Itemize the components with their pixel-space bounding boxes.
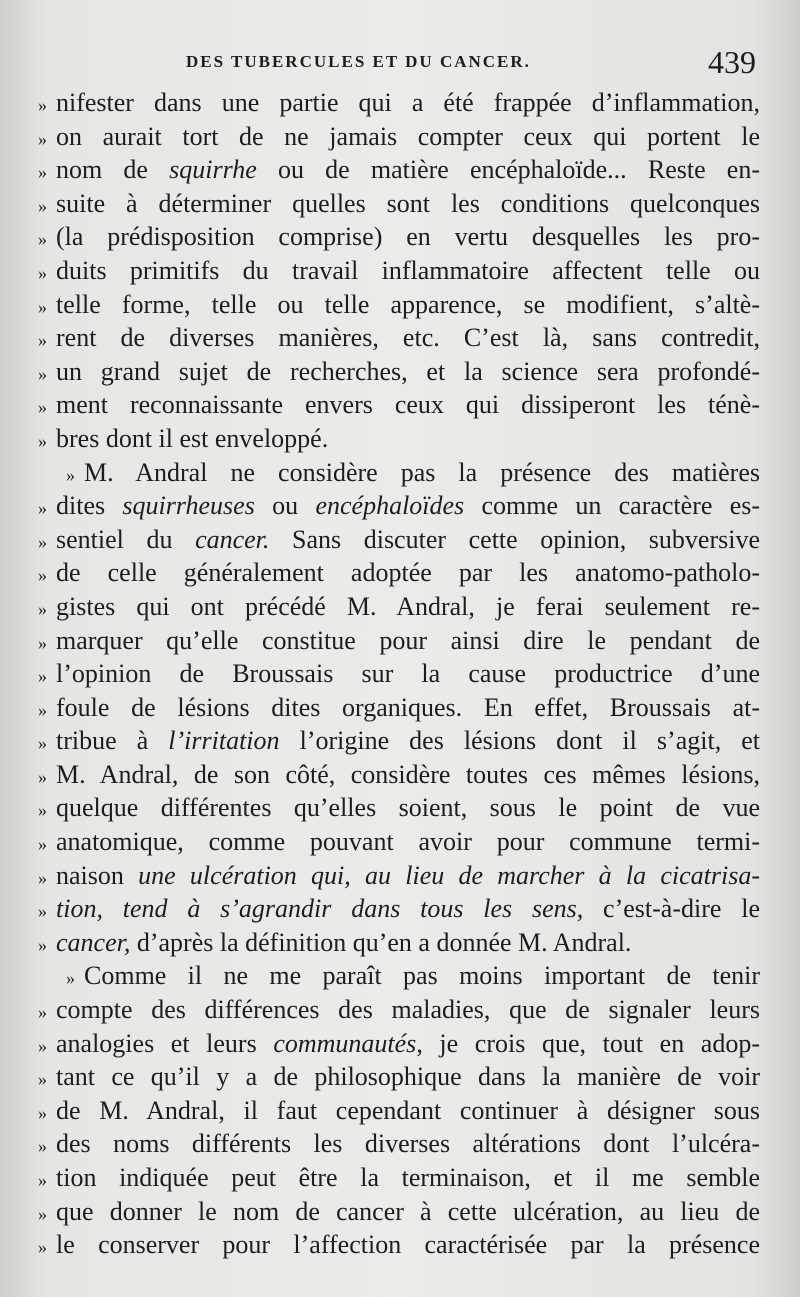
text-line [38, 120, 760, 154]
text-segment: rent de diverses manières, etc. C’est là, sans contredit, [56, 323, 760, 353]
quote-mark: » [38, 162, 47, 183]
text-segment: naison [56, 860, 139, 890]
quote-mark: » [38, 1035, 47, 1056]
text-line [38, 1228, 760, 1262]
text-segment: gistes qui ont précédé M. Andral, je ferai seulement re- [56, 591, 760, 621]
text-line [38, 590, 760, 624]
text-segment: l’origine des lésions dont il s’agit, et [279, 726, 761, 756]
text-segment: Comme il ne me paraît pas moins important de tenir [84, 961, 760, 991]
quote-mark: » [38, 1136, 47, 1157]
quote-mark: » [38, 296, 47, 317]
quote-mark: » [38, 1002, 47, 1023]
quote-mark: » [38, 397, 47, 418]
italic-text: encéphaloïdes [315, 491, 465, 521]
text-segment: le conserver pour l’affection caractérisée par la présence [56, 1230, 760, 1260]
text-segment: des noms différents les diverses altérations dont l’ulcéra- [56, 1129, 760, 1159]
text-segment: nifester dans une partie qui a été frappée d’inflammation, [56, 88, 760, 117]
quote-mark: » [38, 867, 47, 888]
text-line [38, 321, 760, 355]
quote-mark: » [38, 1102, 47, 1123]
text-segment: quelque différentes qu’elles soient, sous le point de vue [56, 793, 760, 823]
quote-mark: » [38, 598, 47, 619]
text-line [38, 220, 760, 254]
quote-mark: » [38, 363, 47, 384]
italic-text: communautés [273, 1028, 417, 1058]
text-line [38, 556, 760, 590]
quote-mark: » [38, 95, 47, 115]
text-line [38, 1161, 760, 1195]
text-line [38, 892, 760, 926]
text-line [38, 859, 760, 893]
text-line [38, 254, 760, 288]
text-segment: tion indiquée peut être la terminaison, et il me semble [56, 1163, 760, 1192]
quote-mark: » [38, 128, 47, 149]
quote-mark: » [38, 1069, 47, 1090]
quote-mark: » [38, 531, 47, 552]
quote-mark: » [38, 632, 47, 653]
quote-mark: » [38, 1170, 47, 1190]
text-segment: de celle généralement adoptée par les anatomo-patholo- [56, 558, 760, 588]
text-segment: analogies et leurs [56, 1028, 274, 1058]
quote-mark: » [38, 666, 47, 687]
text-line [38, 1027, 760, 1061]
text-line [38, 825, 760, 859]
quote-mark: » [38, 262, 47, 283]
text-segment: sentiel du [56, 524, 196, 554]
text-line [38, 657, 760, 691]
quote-mark: » [38, 901, 47, 922]
text-segment: suite à déterminer quelles sont les conditions quelconques [56, 188, 760, 218]
quote-mark: » [38, 733, 47, 754]
text-line [38, 355, 760, 389]
italic-text: squirrhe [169, 155, 257, 185]
text-segment: Sans discuter cette opinion, subversive [269, 524, 761, 554]
text-line [38, 724, 760, 758]
text-segment: compte des différences des maladies, que de signaler leurs [56, 995, 760, 1025]
text-line [38, 187, 760, 221]
text-line [38, 86, 760, 120]
text-line [38, 456, 760, 490]
text-segment: marquer qu’elle constitue pour ainsi dire le pendant de [56, 625, 760, 655]
quote-mark: » [38, 498, 47, 519]
text-segment: un grand sujet de recherches, et la science sera profondé- [56, 356, 760, 386]
text-line [38, 1127, 760, 1161]
text-segment: M. Andral, de son côté, considère toutes ces mêmes lésions, [56, 759, 760, 789]
text-line [38, 758, 760, 792]
text-segment: ment reconnaissante envers ceux qui dissiperont les ténè- [56, 390, 760, 420]
text-line [38, 959, 760, 993]
quote-mark: » [66, 968, 75, 989]
text-line [38, 422, 760, 456]
text-segment: de M. Andral, il faut cependant continuer à désigner sous [56, 1095, 760, 1125]
text-segment: tant ce qu’il y a de philosophique dans la manière de voir [56, 1062, 760, 1092]
quote-mark: » [38, 1237, 47, 1258]
italic-text: une ulcération qui, au lieu de marcher à la cicatrisa- [138, 860, 760, 890]
text-segment: l’opinion de Broussais sur la cause productrice d’une [56, 659, 760, 689]
quote-mark: » [38, 565, 47, 586]
text-line [38, 153, 760, 187]
quote-mark: » [38, 834, 47, 855]
text-line [38, 993, 760, 1027]
body-text [38, 86, 760, 1262]
quote-mark: » [38, 195, 47, 216]
italic-text: tion, tend à s’agrandir dans tous les sens [56, 894, 577, 924]
text-line [38, 523, 760, 557]
quote-mark: » [38, 699, 47, 720]
text-segment: , je crois que, tout en adop- [416, 1028, 760, 1058]
italic-text: l’irritation [168, 726, 280, 756]
text-segment: , c’est-à-dire le [576, 894, 760, 924]
running-title: DES TUBERCULES ET DU CANCER. [186, 52, 531, 71]
quote-mark: » [38, 766, 47, 787]
quote-mark: » [38, 330, 47, 351]
quote-mark: » [38, 430, 47, 451]
text-segment: telle forme, telle ou telle apparence, se modifient, s’altè- [56, 289, 760, 319]
text-segment: ou de matière encéphaloïde... Reste en- [256, 155, 760, 185]
text-segment: tribue à [56, 726, 169, 756]
text-segment: dites [56, 491, 123, 521]
page-number: 439 [708, 44, 756, 80]
text-line [38, 791, 760, 825]
italic-text: squirrheuses [122, 491, 255, 521]
text-line [38, 691, 760, 725]
text-line [38, 489, 760, 523]
text-line [38, 624, 760, 658]
text-segment: M. Andral ne considère pas la présence des matières [84, 457, 760, 487]
quote-mark: » [38, 934, 47, 955]
quote-mark: » [38, 1203, 47, 1224]
text-segment: on aurait tort de ne jamais compter ceux qui portent le [56, 121, 760, 151]
page-header [0, 38, 800, 88]
italic-text: cancer. [195, 524, 270, 554]
text-segment: d’après la définition qu’en a donnée M. Andral. [130, 927, 632, 957]
quote-mark: » [66, 464, 75, 485]
text-segment: comme un caractère es- [464, 491, 761, 521]
text-segment: que donner le nom de cancer à cette ulcération, au lieu de [56, 1196, 760, 1226]
italic-text: cancer, [56, 927, 131, 957]
text-segment: foule de lésions dites organiques. En effet, Broussais at- [56, 692, 760, 722]
text-segment: nom de [56, 155, 170, 185]
text-segment: ou [254, 491, 316, 521]
quote-mark: » [38, 229, 47, 250]
text-line [38, 1094, 760, 1128]
text-line [38, 926, 760, 960]
text-line [38, 1060, 760, 1094]
text-segment: bres dont il est enveloppé. [56, 423, 329, 453]
text-line [38, 388, 760, 422]
text-line [38, 288, 760, 322]
text-segment: duits primitifs du travail inflammatoire affectent telle ou [56, 255, 760, 285]
text-line [38, 1195, 760, 1229]
text-segment: (la prédisposition comprise) en vertu desquelles les pro- [56, 222, 760, 252]
quote-mark: » [38, 800, 47, 821]
text-segment: anatomique, comme pouvant avoir pour commune termi- [56, 827, 760, 857]
